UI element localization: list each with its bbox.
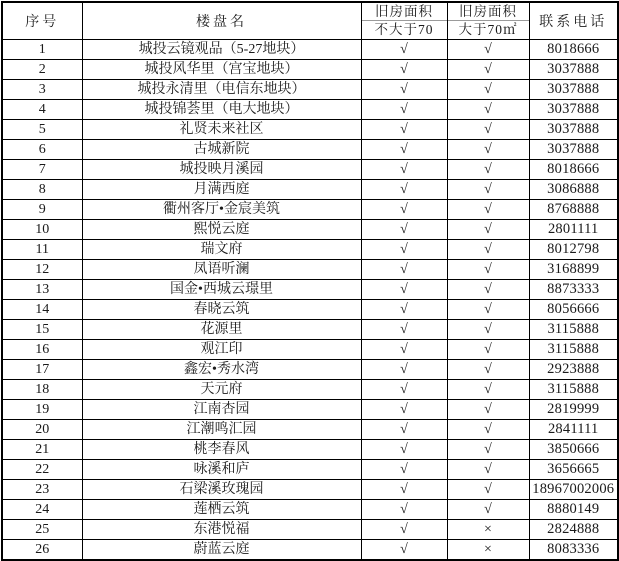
row-no-cell: 14	[2, 299, 82, 319]
row-no-cell: 15	[2, 319, 82, 339]
col-header-no: 序号	[2, 2, 82, 39]
property-name-cell: 礼贤未来社区	[82, 119, 361, 139]
row-no-cell: 20	[2, 419, 82, 439]
le70-mark-cell: √	[361, 199, 447, 219]
property-name-cell: 城投风华里（宫宝地块）	[82, 59, 361, 79]
table-row	[2, 139, 618, 159]
property-name-cell: 城投永清里（电信东地块）	[82, 79, 361, 99]
col-header-area-gt70	[447, 2, 529, 39]
row-no-cell: 7	[2, 159, 82, 179]
le70-mark-cell: √	[361, 279, 447, 299]
property-name-cell: 城投映月溪园	[82, 159, 361, 179]
gt70-mark-cell: √	[447, 79, 529, 99]
gt70-mark-cell: √	[447, 39, 529, 59]
property-name-cell: 观江印	[82, 339, 361, 359]
table-body	[2, 39, 618, 560]
le70-mark-cell: √	[361, 259, 447, 279]
phone-cell: 3115888	[529, 319, 618, 339]
property-name-cell: 石梁溪玫瑰园	[82, 479, 361, 499]
table-row	[2, 59, 618, 79]
le70-mark-cell: √	[361, 359, 447, 379]
gt70-mark-cell: √	[447, 279, 529, 299]
table-row	[2, 79, 618, 99]
row-no-cell: 1	[2, 39, 82, 59]
gt70-mark-cell: √	[447, 99, 529, 119]
phone-cell: 8056666	[529, 299, 618, 319]
property-name-cell: 天元府	[82, 379, 361, 399]
row-no-cell: 11	[2, 239, 82, 259]
le70-mark-cell: √	[361, 399, 447, 419]
phone-cell: 3115888	[529, 339, 618, 359]
phone-cell: 3037888	[529, 79, 618, 99]
row-no-cell: 4	[2, 99, 82, 119]
property-table	[1, 1, 619, 561]
table-row	[2, 399, 618, 419]
table-row	[2, 439, 618, 459]
property-name-cell: 春晓云筑	[82, 299, 361, 319]
table-row	[2, 499, 618, 519]
gt70-mark-cell: √	[447, 59, 529, 79]
gt70-mark-cell: ×	[447, 519, 529, 539]
property-name-cell: 桃李春风	[82, 439, 361, 459]
phone-cell: 2923888	[529, 359, 618, 379]
gt70-mark-cell: √	[447, 219, 529, 239]
col-header-area-gt70-line2: 大于70㎡	[458, 22, 518, 38]
table-row	[2, 459, 618, 479]
phone-cell: 8873333	[529, 279, 618, 299]
table-row	[2, 419, 618, 439]
table-row	[2, 119, 618, 139]
gt70-mark-cell: √	[447, 379, 529, 399]
phone-cell: 3086888	[529, 179, 618, 199]
table-row	[2, 339, 618, 359]
gt70-mark-cell: √	[447, 179, 529, 199]
table-row	[2, 259, 618, 279]
le70-mark-cell: √	[361, 39, 447, 59]
property-name-cell: 古城新院	[82, 139, 361, 159]
header-row	[2, 2, 618, 39]
property-name-cell: 鑫宏•秀水湾	[82, 359, 361, 379]
table-row	[2, 199, 618, 219]
row-no-cell: 22	[2, 459, 82, 479]
le70-mark-cell: √	[361, 219, 447, 239]
phone-cell: 2819999	[529, 399, 618, 419]
le70-mark-cell: √	[361, 499, 447, 519]
property-name-cell: 城投锦荟里（电大地块）	[82, 99, 361, 119]
gt70-mark-cell: √	[447, 259, 529, 279]
le70-mark-cell: √	[361, 439, 447, 459]
phone-cell: 8768888	[529, 199, 618, 219]
gt70-mark-cell: √	[447, 199, 529, 219]
phone-cell: 8018666	[529, 159, 618, 179]
gt70-mark-cell: √	[447, 419, 529, 439]
row-no-cell: 2	[2, 59, 82, 79]
phone-cell: 2801111	[529, 219, 618, 239]
le70-mark-cell: √	[361, 119, 447, 139]
row-no-cell: 18	[2, 379, 82, 399]
row-no-cell: 21	[2, 439, 82, 459]
table-row	[2, 539, 618, 560]
gt70-mark-cell: √	[447, 499, 529, 519]
table-row	[2, 299, 618, 319]
row-no-cell: 26	[2, 539, 82, 560]
phone-cell: 8018666	[529, 39, 618, 59]
le70-mark-cell: √	[361, 419, 447, 439]
property-name-cell: 咏溪和庐	[82, 459, 361, 479]
le70-mark-cell: √	[361, 339, 447, 359]
row-no-cell: 25	[2, 519, 82, 539]
row-no-cell: 24	[2, 499, 82, 519]
col-header-phone: 联系电话	[529, 2, 618, 39]
property-name-cell: 衢州客厅•金宸美筑	[82, 199, 361, 219]
row-no-cell: 9	[2, 199, 82, 219]
gt70-mark-cell: √	[447, 359, 529, 379]
property-name-cell: 莲栖云筑	[82, 499, 361, 519]
property-name-cell: 凤语听澜	[82, 259, 361, 279]
le70-mark-cell: √	[361, 239, 447, 259]
row-no-cell: 3	[2, 79, 82, 99]
phone-cell: 3037888	[529, 99, 618, 119]
le70-mark-cell: √	[361, 299, 447, 319]
gt70-mark-cell: √	[447, 139, 529, 159]
table-row	[2, 99, 618, 119]
table-row	[2, 179, 618, 199]
property-name-cell: 城投云镜观品（5-27地块）	[82, 39, 361, 59]
phone-cell: 2841111	[529, 419, 618, 439]
property-name-cell: 蔚蓝云庭	[82, 539, 361, 560]
le70-mark-cell: √	[361, 79, 447, 99]
row-no-cell: 12	[2, 259, 82, 279]
col-header-area-gt70-line1: 旧房面积	[459, 4, 517, 20]
property-name-cell: 瑞文府	[82, 239, 361, 259]
col-header-name: 楼盘名	[82, 2, 361, 39]
le70-mark-cell: √	[361, 319, 447, 339]
le70-mark-cell: √	[361, 379, 447, 399]
row-no-cell: 13	[2, 279, 82, 299]
phone-cell: 18967002006	[529, 479, 618, 499]
row-no-cell: 6	[2, 139, 82, 159]
phone-cell: 8083336	[529, 539, 618, 560]
table-row	[2, 359, 618, 379]
row-no-cell: 23	[2, 479, 82, 499]
col-header-area-le70	[361, 2, 447, 39]
property-name-cell: 东港悦福	[82, 519, 361, 539]
row-no-cell: 16	[2, 339, 82, 359]
col-header-area-le70-line1: 旧房面积	[375, 4, 433, 20]
gt70-mark-cell: ×	[447, 539, 529, 560]
property-name-cell: 熙悦云庭	[82, 219, 361, 239]
row-no-cell: 17	[2, 359, 82, 379]
gt70-mark-cell: √	[447, 479, 529, 499]
table-row	[2, 519, 618, 539]
phone-cell: 3115888	[529, 379, 618, 399]
row-no-cell: 8	[2, 179, 82, 199]
le70-mark-cell: √	[361, 539, 447, 560]
property-name-cell: 花源里	[82, 319, 361, 339]
le70-mark-cell: √	[361, 159, 447, 179]
phone-cell: 8880149	[529, 499, 618, 519]
gt70-mark-cell: √	[447, 399, 529, 419]
gt70-mark-cell: √	[447, 239, 529, 259]
phone-cell: 8012798	[529, 239, 618, 259]
gt70-mark-cell: √	[447, 439, 529, 459]
col-header-area-le70-line2: 不大于70	[374, 22, 434, 38]
le70-mark-cell: √	[361, 479, 447, 499]
phone-cell: 3037888	[529, 139, 618, 159]
row-no-cell: 5	[2, 119, 82, 139]
gt70-mark-cell: √	[447, 159, 529, 179]
property-name-cell: 江南杏园	[82, 399, 361, 419]
gt70-mark-cell: √	[447, 459, 529, 479]
property-name-cell: 月满西庭	[82, 179, 361, 199]
le70-mark-cell: √	[361, 139, 447, 159]
table-row	[2, 479, 618, 499]
le70-mark-cell: √	[361, 59, 447, 79]
le70-mark-cell: √	[361, 179, 447, 199]
phone-cell: 3037888	[529, 119, 618, 139]
phone-cell: 3168899	[529, 259, 618, 279]
property-name-cell: 江潮鸣汇园	[82, 419, 361, 439]
table-row	[2, 319, 618, 339]
phone-cell: 3037888	[529, 59, 618, 79]
table-row	[2, 39, 618, 59]
gt70-mark-cell: √	[447, 299, 529, 319]
gt70-mark-cell: √	[447, 319, 529, 339]
le70-mark-cell: √	[361, 459, 447, 479]
phone-cell: 2824888	[529, 519, 618, 539]
row-no-cell: 19	[2, 399, 82, 419]
gt70-mark-cell: √	[447, 339, 529, 359]
phone-cell: 3656665	[529, 459, 618, 479]
table-row	[2, 159, 618, 179]
table-row	[2, 239, 618, 259]
phone-cell: 3850666	[529, 439, 618, 459]
le70-mark-cell: √	[361, 99, 447, 119]
property-name-cell: 国金•西城云璟里	[82, 279, 361, 299]
table-row	[2, 279, 618, 299]
gt70-mark-cell: √	[447, 119, 529, 139]
le70-mark-cell: √	[361, 519, 447, 539]
table-row	[2, 219, 618, 239]
row-no-cell: 10	[2, 219, 82, 239]
table-row	[2, 379, 618, 399]
